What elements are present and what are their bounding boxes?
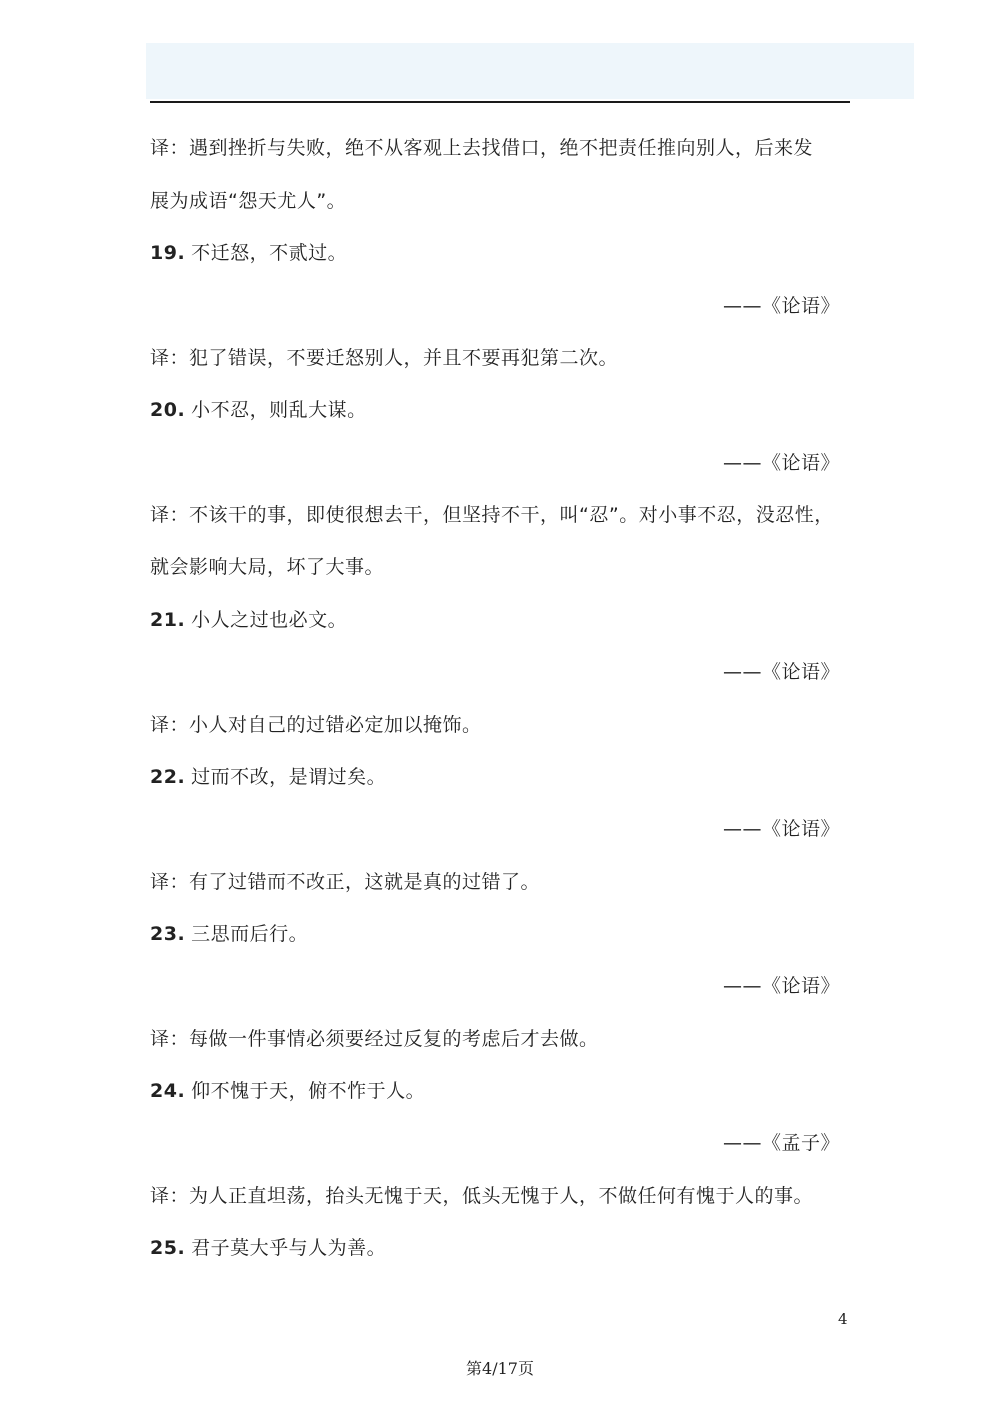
quote-source: ——《论语》 bbox=[722, 661, 840, 683]
quote-number: 21. bbox=[150, 609, 186, 631]
translation-line: 译：犯了错误，不要迁怒别人，并且不要再犯第二次。 bbox=[150, 347, 619, 369]
quote-number: 20. bbox=[150, 399, 186, 421]
quote-text: 仰不愧于天，俯不怍于人。 bbox=[191, 1080, 426, 1102]
quote-source: ——《孟子》 bbox=[722, 1132, 840, 1154]
page-footer: 第4/17页 bbox=[466, 1359, 534, 1378]
quote-text: 君子莫大乎与人为善。 bbox=[191, 1237, 387, 1259]
quote-text: 小人之过也必文。 bbox=[191, 609, 348, 631]
quote-source: ——《论语》 bbox=[722, 975, 840, 997]
translation-line: 译：不该干的事，即使很想去干，但坚持不干，叫“忍”。对小事不忍，没忍性， bbox=[150, 504, 834, 526]
translation-line: 译：小人对自己的过错必定加以掩饰。 bbox=[150, 714, 482, 736]
quote-21 bbox=[150, 606, 850, 634]
translation-line: 译：每做一件事情必须要经过反复的考虑后才去做。 bbox=[150, 1028, 599, 1050]
quote-number: 23. bbox=[150, 923, 186, 945]
quote-source: ——《论语》 bbox=[722, 818, 840, 840]
quote-number: 22. bbox=[150, 766, 186, 788]
quote-20 bbox=[150, 396, 850, 424]
quote-19 bbox=[150, 239, 850, 267]
quote-number: 25. bbox=[150, 1237, 186, 1259]
header-band bbox=[146, 43, 914, 99]
quote-23 bbox=[150, 920, 850, 948]
translation-line: 译：有了过错而不改正，这就是真的过错了。 bbox=[150, 871, 541, 893]
quote-number: 24. bbox=[150, 1080, 186, 1102]
quote-number: 19. bbox=[150, 242, 186, 264]
translation-line: 译：为人正直坦荡，抬头无愧于天，低头无愧于人，不做任何有愧于人的事。 bbox=[150, 1185, 814, 1207]
translation-line: 就会影响大局，坏了大事。 bbox=[150, 556, 385, 578]
quote-text: 三思而后行。 bbox=[191, 923, 309, 945]
quote-source: ——《论语》 bbox=[722, 452, 840, 474]
header-rule bbox=[150, 101, 850, 103]
page-number: 4 bbox=[838, 1310, 848, 1328]
quote-25 bbox=[150, 1234, 850, 1262]
translation-line: 展为成语“怨天尤人”。 bbox=[150, 190, 347, 212]
quote-text: 不迁怒，不贰过。 bbox=[191, 242, 348, 264]
quote-text: 过而不改，是谓过矣。 bbox=[191, 766, 387, 788]
quote-source: ——《论语》 bbox=[722, 295, 840, 317]
quote-24 bbox=[150, 1077, 850, 1105]
quote-22 bbox=[150, 763, 850, 791]
translation-line: 译：遇到挫折与失败，绝不从客观上去找借口，绝不把责任推向别人，后来发 bbox=[150, 137, 814, 159]
quote-text: 小不忍，则乱大谋。 bbox=[191, 399, 367, 421]
